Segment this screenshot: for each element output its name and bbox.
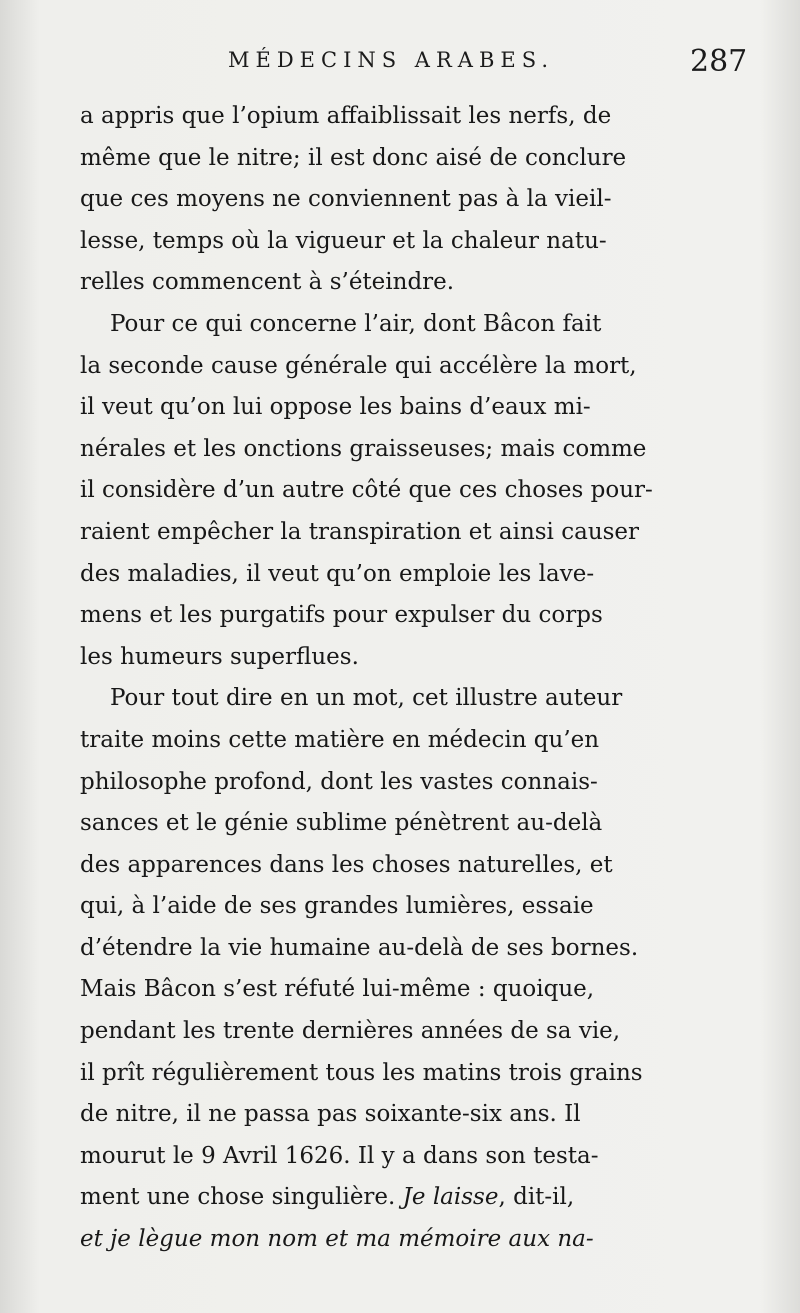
text-line: il considère d’un autre côté que ces choses pour- (80, 477, 653, 504)
page-number: 287 (690, 44, 748, 79)
text-line: a appris que l’opium affaiblissait les nerfs, de (80, 103, 612, 129)
text-line: des maladies, il veut qu’on emploie les lave- (80, 560, 595, 587)
text-line: pendant les trente dernières années de sa vie, (80, 1018, 621, 1045)
text-line: mens et les purgatifs pour expulser du corps (80, 602, 603, 629)
text-line: de nitre, il ne passa pas soixante-six ans. Il (80, 1101, 581, 1128)
text-segment: ment une chose singulière. (80, 1184, 396, 1211)
text-line: d’étendre la vie humaine au-delà de ses bornes. (80, 934, 639, 961)
text-line: traite moins cette matière en médecin qu’en (80, 726, 600, 753)
text-line: même que le nitre; il est donc aisé de conclure (80, 144, 627, 171)
page-header (0, 44, 800, 84)
body-text (80, 96, 740, 1261)
text-line: il prît régulièrement tous les matins trois grains (80, 1059, 643, 1086)
text-line: relles commencent à s’éteindre. (80, 269, 455, 296)
text-line: que ces moyens ne conviennent pas à la vieil- (80, 186, 612, 213)
paragraph-start-line: Pour ce qui concerne l’air, dont Bâcon fait (110, 310, 602, 337)
text-line: Mais Bâcon s’est réfuté lui-même : quoique, (80, 976, 595, 1003)
italic-quote: Je laisse (402, 1184, 499, 1211)
text-line: mourut le 9 Avril 1626. Il y a dans son testa- (80, 1142, 599, 1169)
text-line: lesse, temps où la vigueur et la chaleur natu- (80, 227, 607, 254)
running-head: MÉDECINS ARABES. (228, 48, 555, 72)
text-line: qui, à l’aide de ses grandes lumières, essaie (80, 893, 594, 920)
text-line: la seconde cause générale qui accélère la mort, (80, 352, 637, 379)
text-line-mixed (80, 1177, 740, 1219)
italic-text-line: et je lègue mon nom et ma mémoire aux na- (80, 1226, 594, 1253)
text-segment: , dit-il, (498, 1184, 575, 1211)
text-line: des apparences dans les choses naturelles, et (80, 851, 613, 878)
text-line: philosophe profond, dont les vastes connais- (80, 768, 598, 795)
text-line: nérales et les onctions graisseuses; mais comme (80, 435, 647, 462)
paragraph-start-line: Pour tout dire en un mot, cet illustre auteur (110, 685, 623, 712)
text-line: les humeurs superflues. (80, 643, 359, 670)
text-line: raient empêcher la transpiration et ainsi causer (80, 518, 640, 545)
text-line: sances et le génie sublime pénètrent au-delà (80, 810, 603, 837)
text-line: il veut qu’on lui oppose les bains d’eaux mi- (80, 394, 591, 421)
